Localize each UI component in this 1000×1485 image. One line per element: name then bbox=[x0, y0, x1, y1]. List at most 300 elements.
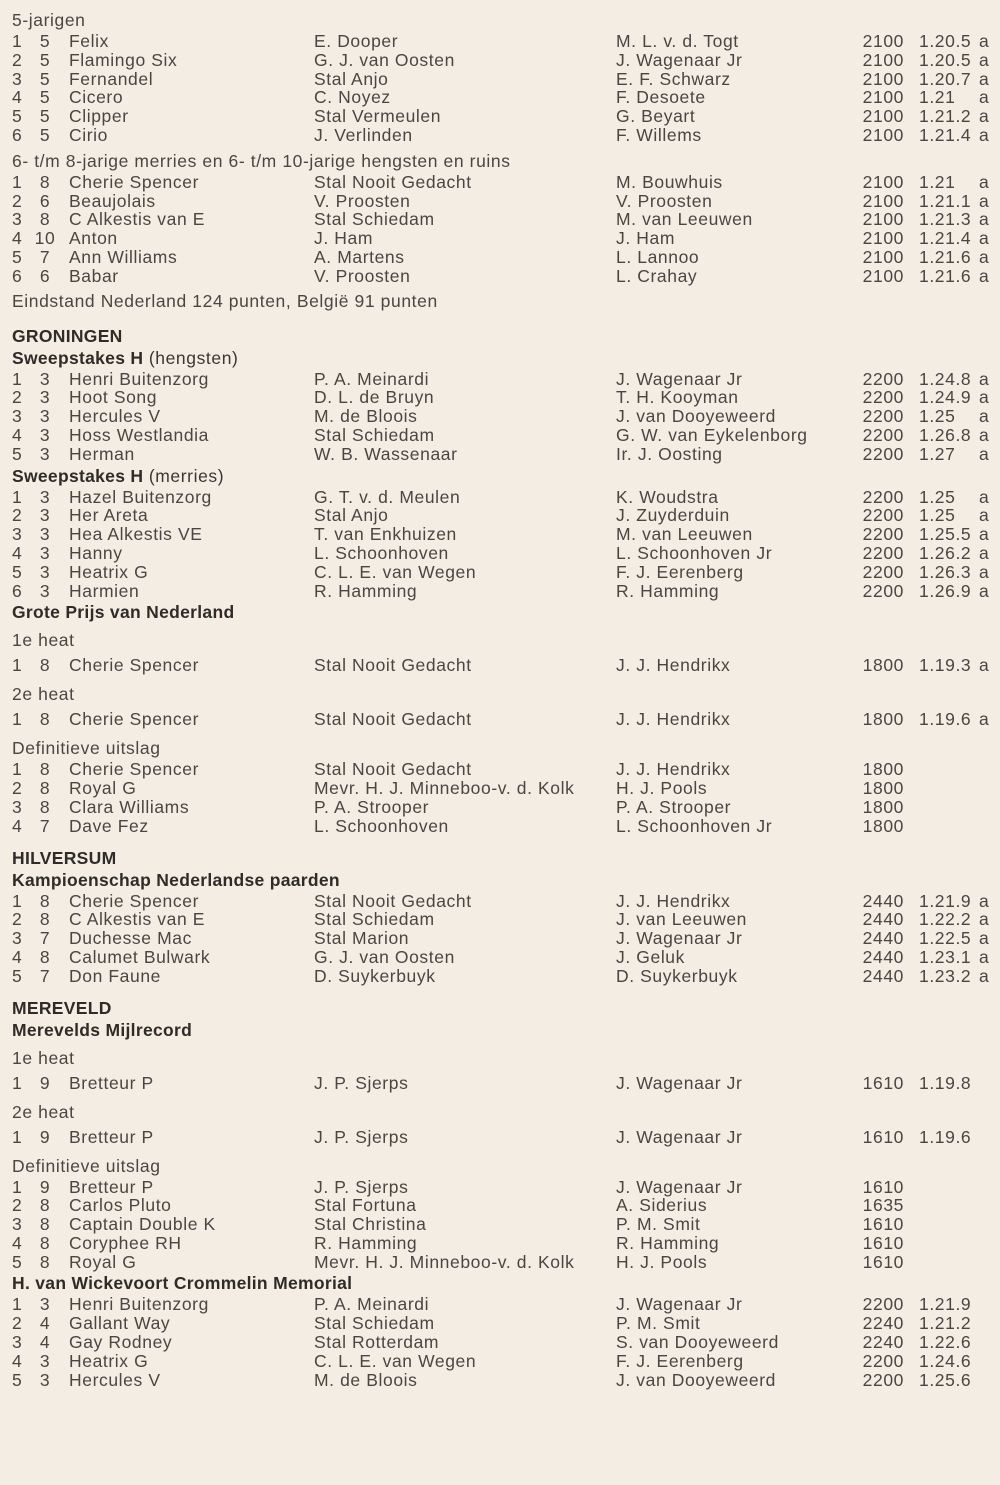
time-suffix-cell: a bbox=[979, 928, 990, 949]
time-cell: 1.19.3 bbox=[919, 655, 972, 676]
age-cell: 3 bbox=[39, 561, 51, 582]
age-cell: 3 bbox=[39, 505, 51, 526]
result-row bbox=[0, 229, 1000, 248]
horse-name-cell: Heatrix G bbox=[69, 561, 149, 582]
driver-cell: L. Schoonhoven Jr bbox=[616, 815, 773, 836]
race-block bbox=[0, 600, 1000, 835]
time-suffix-cell: a bbox=[979, 68, 990, 89]
owner-cell: Stal Rotterdam bbox=[314, 1332, 440, 1353]
owner-cell: G. T. v. d. Meulen bbox=[314, 486, 461, 507]
result-row bbox=[0, 70, 1000, 89]
result-row bbox=[0, 1070, 1000, 1096]
time-cell: 1.22.2 bbox=[919, 909, 972, 930]
heat-label: 5-jarigen bbox=[12, 10, 86, 30]
age-cell: 3 bbox=[39, 1369, 51, 1390]
race-qualifier: (hengsten) bbox=[148, 347, 239, 368]
distance-cell: 2100 bbox=[862, 246, 904, 267]
time-suffix-cell: a bbox=[979, 106, 990, 127]
time-suffix-cell: a bbox=[979, 946, 990, 967]
distance-cell: 2100 bbox=[862, 49, 904, 70]
distance-cell: 1800 bbox=[862, 759, 904, 780]
age-cell: 5 bbox=[39, 68, 51, 89]
time-cell: 1.21.4 bbox=[919, 124, 972, 145]
time-suffix-cell: a bbox=[979, 228, 990, 249]
age-cell: 8 bbox=[39, 778, 51, 799]
owner-cell: E. Dooper bbox=[314, 31, 399, 51]
driver-cell: J. J. Hendrikx bbox=[616, 759, 731, 780]
age-cell: 5 bbox=[39, 31, 51, 51]
age-cell: 3 bbox=[39, 524, 51, 545]
position-cell: 3 bbox=[12, 928, 23, 949]
venue-section bbox=[0, 998, 1000, 1390]
driver-cell: H. J. Pools bbox=[616, 778, 708, 799]
time-suffix-cell: a bbox=[979, 124, 990, 145]
position-cell: 1 bbox=[12, 709, 23, 730]
position-cell: 2 bbox=[12, 1313, 23, 1334]
race-block bbox=[0, 464, 1000, 601]
result-row bbox=[0, 582, 1000, 601]
age-cell: 7 bbox=[39, 928, 51, 949]
distance-cell: 2200 bbox=[862, 387, 904, 408]
race-name: Kampioenschap Nederlandse paarden bbox=[12, 869, 340, 890]
age-cell: 8 bbox=[39, 709, 51, 730]
horse-name-cell: Flamingo Six bbox=[69, 49, 178, 70]
owner-cell: C. L. E. van Wegen bbox=[314, 561, 477, 582]
distance-cell: 2100 bbox=[862, 31, 904, 51]
distance-cell: 2200 bbox=[862, 1369, 904, 1390]
race-title bbox=[0, 1271, 1000, 1295]
driver-cell: F. J. Eerenberg bbox=[616, 1350, 744, 1371]
distance-cell: 2100 bbox=[862, 171, 904, 192]
time-cell: 1.23.2 bbox=[919, 965, 972, 986]
position-cell: 2 bbox=[12, 1195, 23, 1216]
distance-cell: 2200 bbox=[862, 561, 904, 582]
position-cell: 3 bbox=[12, 209, 23, 230]
distance-cell: 2200 bbox=[862, 1350, 904, 1371]
position-cell: 1 bbox=[12, 1294, 23, 1315]
driver-cell: J. Ham bbox=[616, 228, 676, 249]
position-cell: 1 bbox=[12, 1072, 23, 1093]
driver-cell: J. Wagenaar Jr bbox=[616, 1126, 743, 1147]
result-row bbox=[0, 445, 1000, 464]
age-cell: 8 bbox=[39, 1214, 51, 1235]
result-row bbox=[0, 779, 1000, 798]
time-suffix-cell: a bbox=[979, 443, 990, 464]
driver-cell: Ir. J. Oosting bbox=[616, 443, 723, 464]
result-row bbox=[0, 1295, 1000, 1314]
horse-name-cell: Cirio bbox=[69, 124, 108, 145]
owner-cell: J. P. Sjerps bbox=[314, 1176, 409, 1197]
distance-cell: 1800 bbox=[862, 778, 904, 799]
distance-cell: 2200 bbox=[862, 368, 904, 389]
time-cell: 1.22.5 bbox=[919, 928, 972, 949]
age-cell: 3 bbox=[39, 542, 51, 563]
horse-name-cell: Heatrix G bbox=[69, 1350, 149, 1371]
owner-cell: M. de Bloois bbox=[314, 406, 418, 427]
horse-name-cell: Hea Alkestis VE bbox=[69, 524, 203, 545]
time-cell: 1.25 bbox=[919, 486, 956, 507]
driver-cell: J. van Dooyeweerd bbox=[616, 406, 777, 427]
position-cell: 4 bbox=[12, 1232, 23, 1253]
owner-cell: A. Martens bbox=[314, 246, 405, 267]
distance-cell: 2100 bbox=[862, 124, 904, 145]
driver-cell: P. M. Smit bbox=[616, 1214, 701, 1235]
heat-label: 6- t/m 8-jarige merries en 6- t/m 10-jarige hengsten en ruins bbox=[12, 150, 511, 171]
position-cell: 5 bbox=[12, 106, 23, 127]
time-cell: 1.21.1 bbox=[919, 190, 972, 211]
age-cell: 3 bbox=[39, 580, 51, 601]
driver-cell: L. Crahay bbox=[616, 265, 698, 286]
time-suffix-cell: a bbox=[979, 209, 990, 230]
horse-name-cell: Henri Buitenzorg bbox=[69, 1294, 209, 1315]
time-cell: 1.21.4 bbox=[919, 228, 972, 249]
position-cell: 4 bbox=[12, 228, 23, 249]
position-cell: 5 bbox=[12, 965, 23, 986]
driver-cell: J. Wagenaar Jr bbox=[616, 1176, 743, 1197]
horse-name-cell: Carlos Pluto bbox=[69, 1195, 172, 1216]
owner-cell: R. Hamming bbox=[314, 1232, 418, 1253]
time-suffix-cell: a bbox=[979, 909, 990, 930]
age-cell: 8 bbox=[39, 1251, 51, 1272]
position-cell: 4 bbox=[12, 87, 23, 108]
venue-section bbox=[0, 848, 1000, 986]
venue-heading: HILVERSUM bbox=[12, 847, 117, 868]
result-row bbox=[0, 948, 1000, 967]
result-row bbox=[0, 370, 1000, 389]
time-suffix-cell: a bbox=[979, 246, 990, 267]
age-cell: 5 bbox=[39, 106, 51, 127]
position-cell: 4 bbox=[12, 1350, 23, 1371]
age-cell: 9 bbox=[39, 1072, 51, 1093]
horse-name-cell: Bretteur P bbox=[69, 1072, 154, 1093]
owner-cell: R. Hamming bbox=[314, 580, 418, 601]
position-cell: 5 bbox=[12, 561, 23, 582]
heat-label: Definitieve uitslag bbox=[12, 738, 161, 759]
result-row bbox=[0, 1314, 1000, 1333]
driver-cell: M. Bouwhuis bbox=[616, 171, 723, 192]
result-row bbox=[0, 1178, 1000, 1197]
distance-cell: 1800 bbox=[862, 655, 904, 676]
time-cell: 1.25.5 bbox=[919, 524, 972, 545]
owner-cell: J. P. Sjerps bbox=[314, 1072, 409, 1093]
result-row bbox=[0, 1196, 1000, 1215]
distance-cell: 2440 bbox=[862, 965, 904, 986]
age-cell: 6 bbox=[39, 190, 51, 211]
race-block bbox=[0, 1271, 1000, 1389]
horse-name-cell: Gallant Way bbox=[69, 1313, 171, 1334]
driver-cell: V. Proosten bbox=[616, 190, 713, 211]
owner-cell: D. Suykerbuyk bbox=[314, 965, 436, 986]
time-cell: 1.26.3 bbox=[919, 561, 972, 582]
position-cell: 2 bbox=[12, 190, 23, 211]
result-row bbox=[0, 652, 1000, 678]
result-row bbox=[0, 126, 1000, 145]
result-row bbox=[0, 51, 1000, 70]
distance-cell: 2200 bbox=[862, 542, 904, 563]
age-cell: 8 bbox=[39, 759, 51, 780]
age-cell: 8 bbox=[39, 796, 51, 817]
time-cell: 1.21.2 bbox=[919, 1313, 972, 1334]
race-title bbox=[0, 464, 1000, 488]
horse-name-cell: Fernandel bbox=[69, 68, 154, 89]
age-cell: 9 bbox=[39, 1176, 51, 1197]
time-cell: 1.21.2 bbox=[919, 106, 972, 127]
driver-cell: M. van Leeuwen bbox=[616, 524, 753, 545]
position-cell: 4 bbox=[12, 946, 23, 967]
age-cell: 8 bbox=[39, 171, 51, 192]
race-block bbox=[0, 346, 1000, 464]
driver-cell: J. Wagenaar Jr bbox=[616, 368, 743, 389]
position-cell: 1 bbox=[12, 31, 23, 51]
race-name: Grote Prijs van Nederland bbox=[12, 602, 235, 623]
horse-name-cell: Clipper bbox=[69, 106, 129, 127]
distance-cell: 1635 bbox=[862, 1195, 904, 1216]
owner-cell: P. A. Strooper bbox=[314, 796, 430, 817]
venue-section bbox=[0, 326, 1000, 836]
owner-cell: P. A. Meinardi bbox=[314, 368, 430, 389]
driver-cell: L. Schoonhoven Jr bbox=[616, 542, 773, 563]
distance-cell: 1610 bbox=[862, 1232, 904, 1253]
driver-cell: H. J. Pools bbox=[616, 1251, 708, 1272]
standings-note: Eindstand Nederland 124 punten, België 91 punten bbox=[12, 290, 438, 311]
position-cell: 2 bbox=[12, 778, 23, 799]
time-suffix-cell: a bbox=[979, 561, 990, 582]
horse-name-cell: Herman bbox=[69, 443, 135, 464]
owner-cell: L. Schoonhoven bbox=[314, 815, 449, 836]
position-cell: 1 bbox=[12, 486, 23, 507]
time-suffix-cell: a bbox=[979, 580, 990, 601]
distance-cell: 2200 bbox=[862, 524, 904, 545]
time-cell: 1.21 bbox=[919, 171, 956, 192]
age-cell: 7 bbox=[39, 246, 51, 267]
result-row bbox=[0, 967, 1000, 986]
distance-cell: 2200 bbox=[862, 406, 904, 427]
owner-cell: C. Noyez bbox=[314, 87, 391, 108]
position-cell: 1 bbox=[12, 1126, 23, 1147]
horse-name-cell: Duchesse Mac bbox=[69, 928, 192, 949]
owner-cell: V. Proosten bbox=[314, 265, 411, 286]
time-cell: 1.23.1 bbox=[919, 946, 972, 967]
time-cell: 1.19.8 bbox=[919, 1072, 972, 1093]
result-row bbox=[0, 407, 1000, 426]
age-cell: 9 bbox=[39, 1126, 51, 1147]
result-row bbox=[0, 248, 1000, 267]
driver-cell: E. F. Schwarz bbox=[616, 68, 731, 89]
horse-name-cell: Calumet Bulwark bbox=[69, 946, 211, 967]
position-cell: 3 bbox=[12, 406, 23, 427]
result-row bbox=[0, 192, 1000, 211]
horse-name-cell: Babar bbox=[69, 265, 119, 286]
time-suffix-cell: a bbox=[979, 486, 990, 507]
time-cell: 1.21.9 bbox=[919, 890, 972, 911]
driver-cell: G. W. van Eykelenborg bbox=[616, 424, 808, 445]
driver-cell: J. Wagenaar Jr bbox=[616, 1072, 743, 1093]
time-cell: 1.19.6 bbox=[919, 709, 972, 730]
time-suffix-cell: a bbox=[979, 505, 990, 526]
position-cell: 4 bbox=[12, 815, 23, 836]
horse-name-cell: Bretteur P bbox=[69, 1126, 154, 1147]
age-cell: 8 bbox=[39, 209, 51, 230]
age-cell: 8 bbox=[39, 946, 51, 967]
driver-cell: D. Suykerbuyk bbox=[616, 965, 738, 986]
horse-name-cell: Felix bbox=[69, 31, 109, 51]
horse-name-cell: Harmien bbox=[69, 580, 140, 601]
result-row bbox=[0, 525, 1000, 544]
position-cell: 1 bbox=[12, 368, 23, 389]
position-cell: 3 bbox=[12, 524, 23, 545]
result-row bbox=[0, 32, 1000, 51]
time-cell: 1.25.6 bbox=[919, 1369, 972, 1390]
horse-name-cell: Cherie Spencer bbox=[69, 759, 199, 780]
time-cell: 1.21.3 bbox=[919, 209, 972, 230]
time-cell: 1.20.7 bbox=[919, 68, 972, 89]
time-cell: 1.22.6 bbox=[919, 1332, 972, 1353]
time-suffix-cell: a bbox=[979, 87, 990, 108]
age-cell: 4 bbox=[39, 1313, 51, 1334]
driver-cell: J. van Dooyeweerd bbox=[616, 1369, 777, 1390]
race-title bbox=[0, 868, 1000, 892]
result-row bbox=[0, 210, 1000, 229]
distance-cell: 2100 bbox=[862, 87, 904, 108]
owner-cell: Mevr. H. J. Minneboo-v. d. Kolk bbox=[314, 1251, 575, 1272]
distance-cell: 1610 bbox=[862, 1214, 904, 1235]
result-row bbox=[0, 929, 1000, 948]
position-cell: 1 bbox=[12, 171, 23, 192]
result-row bbox=[0, 1371, 1000, 1390]
horse-name-cell: Don Faune bbox=[69, 965, 161, 986]
age-cell: 5 bbox=[39, 49, 51, 70]
result-row bbox=[0, 817, 1000, 836]
age-cell: 3 bbox=[39, 406, 51, 427]
position-cell: 5 bbox=[12, 1251, 23, 1272]
owner-cell: Stal Anjo bbox=[314, 68, 389, 89]
time-cell: 1.26.2 bbox=[919, 542, 972, 563]
result-row bbox=[0, 488, 1000, 507]
horse-name-cell: Hoot Song bbox=[69, 387, 158, 408]
age-cell: 10 bbox=[34, 228, 56, 249]
owner-cell: W. B. Wassenaar bbox=[314, 443, 458, 464]
time-cell: 1.21.6 bbox=[919, 246, 972, 267]
horse-name-cell: Gay Rodney bbox=[69, 1332, 173, 1353]
horse-name-cell: Cherie Spencer bbox=[69, 655, 199, 676]
age-cell: 3 bbox=[39, 486, 51, 507]
owner-cell: D. L. de Bruyn bbox=[314, 387, 435, 408]
age-cell: 3 bbox=[39, 1350, 51, 1371]
race-name: Sweepstakes H bbox=[12, 465, 144, 486]
age-cell: 8 bbox=[39, 1232, 51, 1253]
driver-cell: F. Desoete bbox=[616, 87, 706, 108]
horse-name-cell: Clara Williams bbox=[69, 796, 190, 817]
age-cell: 8 bbox=[39, 655, 51, 676]
horse-name-cell: Cherie Spencer bbox=[69, 709, 199, 730]
owner-cell: Stal Nooit Gedacht bbox=[314, 709, 472, 730]
driver-cell: F. J. Eerenberg bbox=[616, 561, 744, 582]
time-cell: 1.26.8 bbox=[919, 424, 972, 445]
horse-name-cell: Cherie Spencer bbox=[69, 171, 199, 192]
position-cell: 6 bbox=[12, 580, 23, 601]
owner-cell: Stal Nooit Gedacht bbox=[314, 171, 472, 192]
driver-cell: L. Lannoo bbox=[616, 246, 700, 267]
result-row bbox=[0, 506, 1000, 525]
distance-cell: 2240 bbox=[862, 1332, 904, 1353]
owner-cell: Stal Schiedam bbox=[314, 209, 435, 230]
position-cell: 2 bbox=[12, 387, 23, 408]
position-cell: 5 bbox=[12, 246, 23, 267]
time-suffix-cell: a bbox=[979, 387, 990, 408]
distance-cell: 2100 bbox=[862, 190, 904, 211]
owner-cell: Mevr. H. J. Minneboo-v. d. Kolk bbox=[314, 778, 575, 799]
position-cell: 3 bbox=[12, 796, 23, 817]
time-suffix-cell: a bbox=[979, 524, 990, 545]
race-title bbox=[0, 346, 1000, 370]
distance-cell: 1800 bbox=[862, 815, 904, 836]
horse-name-cell: Coryphee RH bbox=[69, 1232, 182, 1253]
time-cell: 1.20.5 bbox=[919, 49, 972, 70]
time-cell: 1.21.6 bbox=[919, 265, 972, 286]
result-row bbox=[0, 892, 1000, 911]
position-cell: 3 bbox=[12, 1214, 23, 1235]
position-cell: 1 bbox=[12, 890, 23, 911]
driver-cell: G. Beyart bbox=[616, 106, 696, 127]
time-suffix-cell: a bbox=[979, 49, 990, 70]
owner-cell: Stal Schiedam bbox=[314, 909, 435, 930]
distance-cell: 2100 bbox=[862, 228, 904, 249]
owner-cell: V. Proosten bbox=[314, 190, 411, 211]
result-row bbox=[0, 1333, 1000, 1352]
owner-cell: Stal Nooit Gedacht bbox=[314, 655, 472, 676]
heat-label: 1e heat bbox=[12, 630, 75, 651]
horse-name-cell: Her Areta bbox=[69, 505, 149, 526]
race-title bbox=[0, 1018, 1000, 1042]
venue-heading: MEREVELD bbox=[12, 997, 112, 1018]
owner-cell: T. van Enkhuizen bbox=[314, 524, 457, 545]
time-cell: 1.21.9 bbox=[919, 1294, 972, 1315]
horse-name-cell: C Alkestis van E bbox=[69, 209, 206, 230]
driver-cell: P. A. Strooper bbox=[616, 796, 732, 817]
distance-cell: 1610 bbox=[862, 1176, 904, 1197]
age-cell: 5 bbox=[39, 87, 51, 108]
distance-cell: 2100 bbox=[862, 68, 904, 89]
time-suffix-cell: a bbox=[979, 190, 990, 211]
distance-cell: 2200 bbox=[862, 443, 904, 464]
race-name: Sweepstakes H bbox=[12, 347, 144, 368]
driver-cell: M. van Leeuwen bbox=[616, 209, 753, 230]
result-row bbox=[0, 107, 1000, 126]
position-cell: 4 bbox=[12, 424, 23, 445]
owner-cell: J. Verlinden bbox=[314, 124, 413, 145]
time-cell: 1.24.9 bbox=[919, 387, 972, 408]
distance-cell: 2440 bbox=[862, 909, 904, 930]
distance-cell: 1610 bbox=[862, 1251, 904, 1272]
race-block bbox=[0, 8, 1000, 314]
horse-name-cell: Hanny bbox=[69, 542, 123, 563]
driver-cell: J. Zuyderduin bbox=[616, 505, 730, 526]
time-cell: 1.24.6 bbox=[919, 1350, 972, 1371]
owner-cell: C. L. E. van Wegen bbox=[314, 1350, 477, 1371]
age-cell: 8 bbox=[39, 1195, 51, 1216]
age-cell: 3 bbox=[39, 387, 51, 408]
horse-name-cell: Cherie Spencer bbox=[69, 890, 199, 911]
time-suffix-cell: a bbox=[979, 965, 990, 986]
driver-cell: J. Wagenaar Jr bbox=[616, 1294, 743, 1315]
result-row bbox=[0, 760, 1000, 779]
time-suffix-cell: a bbox=[979, 542, 990, 563]
position-cell: 6 bbox=[12, 124, 23, 145]
time-cell: 1.26.9 bbox=[919, 580, 972, 601]
owner-cell: J. P. Sjerps bbox=[314, 1126, 409, 1147]
result-row bbox=[0, 173, 1000, 192]
result-row bbox=[0, 563, 1000, 582]
